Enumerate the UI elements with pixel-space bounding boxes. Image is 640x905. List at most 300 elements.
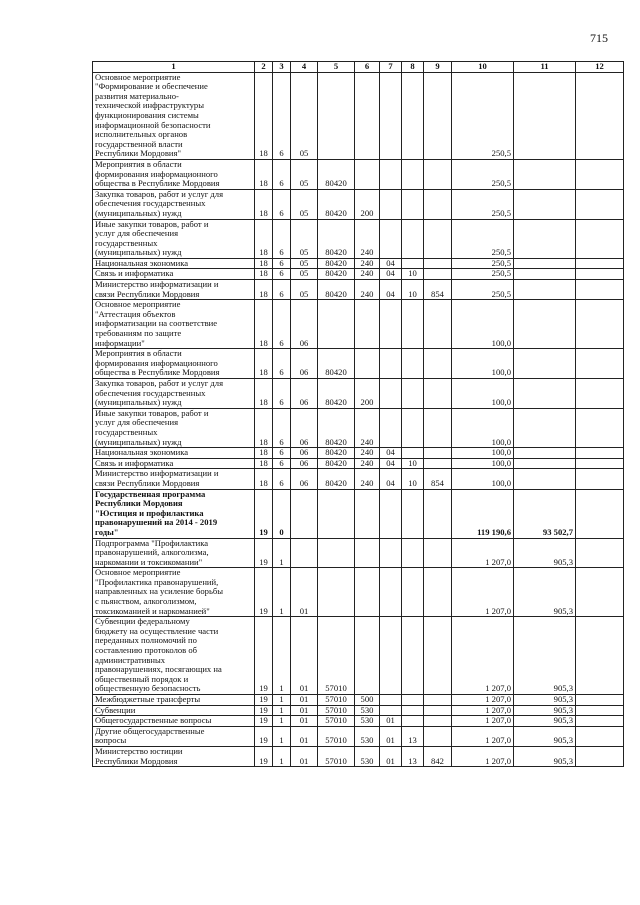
- cell-col-2: 19: [255, 617, 273, 695]
- row-name-line: Министерство юстиции: [95, 745, 183, 756]
- cell-col-10: 100,0: [452, 379, 514, 409]
- cell-col-9: [424, 716, 452, 727]
- cell-col-2: 19: [255, 538, 273, 568]
- cell-col-3: 1: [273, 726, 291, 746]
- cell-col-6: 530: [355, 705, 380, 716]
- cell-col-7: 01: [380, 716, 402, 727]
- cell-col-6: [355, 300, 380, 349]
- cell-col-2: 18: [255, 349, 273, 379]
- row-name-line: наркомании и токсикомании": [95, 556, 203, 567]
- row-name-line: государственных: [95, 237, 158, 248]
- row-name-line: "Юстиция и профилактика: [95, 507, 204, 518]
- row-name-line: связи Республики Мордовия: [95, 477, 200, 488]
- cell-col-11: [514, 458, 576, 469]
- row-name-line: правонарушений, алкоголизма,: [95, 547, 209, 558]
- cell-col-5: [318, 538, 355, 568]
- cell-col-11: [514, 408, 576, 447]
- row-name-line: правонарушениях, посягающих на: [95, 664, 222, 675]
- cell-col-11: [514, 280, 576, 300]
- cell-col-2: 19: [255, 705, 273, 716]
- row-name-line: услуг для обеспечения: [95, 417, 179, 428]
- row-name-cell: [93, 300, 255, 349]
- cell-col-8: 10: [402, 469, 424, 489]
- budget-table: [92, 61, 624, 767]
- row-name-line: Республики Мордовия": [95, 148, 181, 159]
- cell-col-11: [514, 72, 576, 159]
- table-body: [93, 72, 624, 767]
- cell-col-5: 57010: [318, 746, 355, 766]
- cell-col-10: 1 207,0: [452, 617, 514, 695]
- row-name-line: Национальная экономика: [95, 257, 189, 268]
- cell-col-5: 80420: [318, 448, 355, 459]
- cell-col-12: [576, 379, 624, 409]
- cell-col-10: 1 207,0: [452, 716, 514, 727]
- cell-col-3: 1: [273, 568, 291, 617]
- column-number-header: 5: [318, 62, 355, 73]
- cell-col-5: 57010: [318, 617, 355, 695]
- row-name-line: формирования информационного: [95, 357, 218, 368]
- cell-col-4: 05: [291, 219, 318, 258]
- cell-col-12: [576, 746, 624, 766]
- cell-col-12: [576, 458, 624, 469]
- cell-col-2: 19: [255, 716, 273, 727]
- cell-col-11: [514, 469, 576, 489]
- row-name-line: направленных на усиление борьбы: [95, 586, 224, 597]
- cell-col-9: [424, 489, 452, 538]
- row-name-line: связи Республики Мордовия: [95, 288, 200, 299]
- cell-col-12: [576, 538, 624, 568]
- row-name-cell: [93, 489, 255, 538]
- cell-col-7: [380, 489, 402, 538]
- table-row: [93, 219, 624, 258]
- cell-col-9: [424, 219, 452, 258]
- cell-col-11: 905,3: [514, 617, 576, 695]
- cell-col-8: [402, 705, 424, 716]
- cell-col-3: 6: [273, 469, 291, 489]
- cell-col-7: [380, 538, 402, 568]
- row-name-line: административных: [95, 654, 166, 665]
- cell-col-9: [424, 568, 452, 617]
- column-number-header: 2: [255, 62, 273, 73]
- row-name-cell: [93, 746, 255, 766]
- cell-col-10: 1 207,0: [452, 538, 514, 568]
- cell-col-9: [424, 349, 452, 379]
- cell-col-9: [424, 72, 452, 159]
- row-name-line: (муниципальных) нужд: [95, 397, 182, 408]
- row-name-line: Республики Мордовия: [95, 498, 183, 509]
- table-row: [93, 258, 624, 269]
- cell-col-8: 10: [402, 458, 424, 469]
- cell-col-9: [424, 726, 452, 746]
- cell-col-7: [380, 349, 402, 379]
- cell-col-6: 500: [355, 695, 380, 706]
- cell-col-9: [424, 538, 452, 568]
- column-number-header: 9: [424, 62, 452, 73]
- cell-col-6: [355, 538, 380, 568]
- row-name-line: развития материально-: [95, 90, 179, 101]
- cell-col-7: 04: [380, 258, 402, 269]
- cell-col-11: [514, 448, 576, 459]
- cell-col-10: 1 207,0: [452, 695, 514, 706]
- cell-col-2: 18: [255, 72, 273, 159]
- table-row: [93, 489, 624, 538]
- cell-col-8: [402, 300, 424, 349]
- table-row: [93, 695, 624, 706]
- cell-col-8: [402, 408, 424, 447]
- cell-col-3: 1: [273, 695, 291, 706]
- cell-col-7: [380, 159, 402, 189]
- cell-col-9: [424, 408, 452, 447]
- cell-col-4: 06: [291, 408, 318, 447]
- row-name-cell: [93, 258, 255, 269]
- table-row: [93, 379, 624, 409]
- cell-col-3: 6: [273, 159, 291, 189]
- row-name-line: требованиям по защите: [95, 328, 182, 339]
- cell-col-9: 842: [424, 746, 452, 766]
- table-row: [93, 269, 624, 280]
- cell-col-6: 240: [355, 458, 380, 469]
- row-name-line: "Формирование и обеспечение: [95, 81, 208, 92]
- cell-col-12: [576, 469, 624, 489]
- cell-col-2: 19: [255, 489, 273, 538]
- cell-col-5: 80420: [318, 269, 355, 280]
- row-name-line: информации": [95, 337, 145, 348]
- cell-col-9: [424, 617, 452, 695]
- cell-col-8: [402, 695, 424, 706]
- cell-col-3: 6: [273, 448, 291, 459]
- cell-col-4: [291, 489, 318, 538]
- column-number-header: 6: [355, 62, 380, 73]
- cell-col-9: [424, 379, 452, 409]
- cell-col-11: 905,3: [514, 716, 576, 727]
- cell-col-8: 10: [402, 280, 424, 300]
- cell-col-6: 200: [355, 379, 380, 409]
- row-name-cell: [93, 408, 255, 447]
- cell-col-5: 80420: [318, 258, 355, 269]
- cell-col-11: 905,3: [514, 538, 576, 568]
- cell-col-2: 19: [255, 746, 273, 766]
- row-name-line: составлению протоколов об: [95, 645, 198, 656]
- table-row: [93, 349, 624, 379]
- cell-col-3: 1: [273, 716, 291, 727]
- row-name-cell: [93, 568, 255, 617]
- table-row: [93, 408, 624, 447]
- cell-col-4: 01: [291, 716, 318, 727]
- cell-col-8: [402, 538, 424, 568]
- cell-col-4: [291, 538, 318, 568]
- row-name-line: Связь и информатика: [95, 457, 174, 468]
- cell-col-4: 05: [291, 258, 318, 269]
- row-name-cell: [93, 726, 255, 746]
- cell-col-7: [380, 219, 402, 258]
- row-name-line: Субвенции: [95, 704, 136, 715]
- cell-col-3: 6: [273, 258, 291, 269]
- cell-col-6: 240: [355, 448, 380, 459]
- row-name-line: услуг для обеспечения: [95, 228, 179, 239]
- row-name-cell: [93, 469, 255, 489]
- table-row: [93, 469, 624, 489]
- cell-col-10: 250,5: [452, 219, 514, 258]
- row-name-cell: [93, 159, 255, 189]
- cell-col-8: [402, 448, 424, 459]
- column-number-header: 4: [291, 62, 318, 73]
- cell-col-7: 04: [380, 280, 402, 300]
- cell-col-3: 6: [273, 408, 291, 447]
- cell-col-12: [576, 189, 624, 219]
- row-name-cell: [93, 695, 255, 706]
- cell-col-3: 6: [273, 349, 291, 379]
- cell-col-8: 10: [402, 269, 424, 280]
- cell-col-3: 6: [273, 300, 291, 349]
- cell-col-8: [402, 72, 424, 159]
- row-name-cell: [93, 617, 255, 695]
- row-name-line: Связь и информатика: [95, 268, 174, 279]
- cell-col-4: 06: [291, 379, 318, 409]
- cell-col-11: 905,3: [514, 695, 576, 706]
- cell-col-9: [424, 695, 452, 706]
- cell-col-10: 100,0: [452, 469, 514, 489]
- table-row: [93, 716, 624, 727]
- cell-col-12: [576, 300, 624, 349]
- table-row: [93, 189, 624, 219]
- row-name-line: "Профилактика правонарушений,: [95, 576, 219, 587]
- cell-col-2: 18: [255, 219, 273, 258]
- cell-col-8: [402, 568, 424, 617]
- cell-col-10: 100,0: [452, 458, 514, 469]
- cell-col-4: 01: [291, 705, 318, 716]
- row-name-cell: [93, 458, 255, 469]
- table-row: [93, 705, 624, 716]
- cell-col-6: 530: [355, 716, 380, 727]
- cell-col-2: 18: [255, 159, 273, 189]
- cell-col-11: [514, 300, 576, 349]
- cell-col-8: [402, 219, 424, 258]
- row-name-line: общественный порядок и: [95, 673, 189, 684]
- cell-col-3: 6: [273, 189, 291, 219]
- cell-col-4: 01: [291, 726, 318, 746]
- row-name-line: Иные закупки товаров, работ и: [95, 407, 209, 418]
- cell-col-10: 100,0: [452, 408, 514, 447]
- cell-col-10: 1 207,0: [452, 746, 514, 766]
- row-name-cell: [93, 716, 255, 727]
- cell-col-4: 01: [291, 746, 318, 766]
- row-name-line: информатизации на соответствие: [95, 318, 218, 329]
- column-number-header: 10: [452, 62, 514, 73]
- row-name-line: исполнительных органов: [95, 129, 188, 140]
- cell-col-3: 6: [273, 269, 291, 280]
- cell-col-6: [355, 159, 380, 189]
- cell-col-6: 200: [355, 189, 380, 219]
- row-name-line: Национальная экономика: [95, 447, 189, 458]
- row-name-cell: [93, 269, 255, 280]
- cell-col-10: 250,5: [452, 280, 514, 300]
- cell-col-7: 04: [380, 458, 402, 469]
- column-number-header: 7: [380, 62, 402, 73]
- cell-col-7: [380, 408, 402, 447]
- cell-col-12: [576, 695, 624, 706]
- cell-col-4: 01: [291, 568, 318, 617]
- cell-col-3: 1: [273, 538, 291, 568]
- cell-col-4: 05: [291, 280, 318, 300]
- table-row: [93, 300, 624, 349]
- cell-col-6: [355, 568, 380, 617]
- cell-col-9: 854: [424, 469, 452, 489]
- row-name-cell: [93, 379, 255, 409]
- cell-col-12: [576, 280, 624, 300]
- cell-col-10: 100,0: [452, 349, 514, 379]
- cell-col-2: 18: [255, 408, 273, 447]
- row-name-line: бюджету на осуществление части: [95, 625, 219, 636]
- row-name-line: Другие общегосударственные: [95, 725, 205, 736]
- cell-col-8: [402, 379, 424, 409]
- cell-col-7: 04: [380, 269, 402, 280]
- cell-col-6: [355, 489, 380, 538]
- cell-col-4: 06: [291, 469, 318, 489]
- cell-col-12: [576, 72, 624, 159]
- row-name-line: Министерство информатизации и: [95, 468, 219, 479]
- cell-col-8: [402, 716, 424, 727]
- row-name-line: токсикоманией и наркоманией": [95, 605, 210, 616]
- row-name-line: Министерство информатизации и: [95, 279, 219, 290]
- row-name-cell: [93, 280, 255, 300]
- cell-col-12: [576, 408, 624, 447]
- table-row: [93, 72, 624, 159]
- row-name-line: формирования информационного: [95, 168, 218, 179]
- cell-col-8: [402, 159, 424, 189]
- row-name-line: общества в Республике Мордовия: [95, 178, 220, 189]
- cell-col-6: 240: [355, 258, 380, 269]
- cell-col-12: [576, 219, 624, 258]
- cell-col-11: [514, 379, 576, 409]
- cell-col-5: 80420: [318, 349, 355, 379]
- cell-col-3: 0: [273, 489, 291, 538]
- cell-col-12: [576, 705, 624, 716]
- cell-col-10: 119 190,6: [452, 489, 514, 538]
- row-name-line: обеспечения государственных: [95, 198, 206, 209]
- column-number-row: [93, 62, 624, 73]
- cell-col-2: 18: [255, 379, 273, 409]
- cell-col-2: 18: [255, 189, 273, 219]
- cell-col-10: 250,5: [452, 189, 514, 219]
- cell-col-5: 80420: [318, 458, 355, 469]
- row-name-line: Основное мероприятие: [95, 567, 181, 578]
- row-name-line: Мероприятия в области: [95, 158, 182, 169]
- cell-col-5: 57010: [318, 716, 355, 727]
- table-row: [93, 726, 624, 746]
- cell-col-11: [514, 258, 576, 269]
- cell-col-7: [380, 695, 402, 706]
- cell-col-5: [318, 300, 355, 349]
- row-name-line: Основное мероприятие: [95, 71, 181, 82]
- cell-col-4: 06: [291, 458, 318, 469]
- cell-col-6: 530: [355, 726, 380, 746]
- cell-col-11: [514, 269, 576, 280]
- cell-col-9: [424, 189, 452, 219]
- cell-col-10: 250,5: [452, 269, 514, 280]
- cell-col-8: [402, 489, 424, 538]
- cell-col-9: [424, 448, 452, 459]
- row-name-cell: [93, 349, 255, 379]
- row-name-line: переданных полномочий по: [95, 635, 197, 646]
- row-name-line: Иные закупки товаров, работ и: [95, 218, 209, 229]
- cell-col-5: 57010: [318, 695, 355, 706]
- cell-col-11: 93 502,7: [514, 489, 576, 538]
- cell-col-9: [424, 458, 452, 469]
- row-name-line: Субвенции федеральному: [95, 616, 190, 627]
- cell-col-4: 05: [291, 269, 318, 280]
- cell-col-5: 80420: [318, 469, 355, 489]
- cell-col-7: [380, 72, 402, 159]
- table-row: [93, 280, 624, 300]
- row-name-line: Мероприятия в области: [95, 348, 182, 359]
- cell-col-6: [355, 72, 380, 159]
- cell-col-7: [380, 705, 402, 716]
- cell-col-4: 06: [291, 448, 318, 459]
- cell-col-3: 1: [273, 746, 291, 766]
- cell-col-8: [402, 189, 424, 219]
- row-name-line: государственных: [95, 426, 158, 437]
- cell-col-8: 13: [402, 746, 424, 766]
- table-row: [93, 159, 624, 189]
- row-name-line: технической инфраструктуры: [95, 100, 205, 111]
- table-row: [93, 458, 624, 469]
- cell-col-4: 01: [291, 617, 318, 695]
- cell-col-7: 04: [380, 469, 402, 489]
- cell-col-11: [514, 219, 576, 258]
- row-name-cell: [93, 448, 255, 459]
- column-number-header: 8: [402, 62, 424, 73]
- row-name-line: "Аттестация объектов: [95, 308, 176, 319]
- cell-col-7: [380, 189, 402, 219]
- row-name-line: правонарушений на 2014 - 2019: [95, 517, 218, 528]
- cell-col-5: 80420: [318, 189, 355, 219]
- row-name-line: Межбюджетные трансферты: [95, 694, 201, 704]
- cell-col-4: 06: [291, 349, 318, 379]
- cell-col-7: 01: [380, 726, 402, 746]
- cell-col-5: 80420: [318, 280, 355, 300]
- cell-col-3: 6: [273, 72, 291, 159]
- table-row: [93, 448, 624, 459]
- cell-col-4: 05: [291, 72, 318, 159]
- row-name-cell: [93, 189, 255, 219]
- cell-col-11: 905,3: [514, 726, 576, 746]
- cell-col-7: 01: [380, 746, 402, 766]
- cell-col-4: 05: [291, 159, 318, 189]
- cell-col-2: 18: [255, 280, 273, 300]
- row-name-line: Республики Мордовия: [95, 755, 178, 766]
- cell-col-5: 80420: [318, 379, 355, 409]
- row-name-line: обеспечения государственных: [95, 387, 206, 398]
- cell-col-8: 13: [402, 726, 424, 746]
- cell-col-6: 240: [355, 280, 380, 300]
- cell-col-2: 18: [255, 300, 273, 349]
- cell-col-2: 19: [255, 695, 273, 706]
- column-number-header: 11: [514, 62, 576, 73]
- row-name-line: общественную безопасность: [95, 683, 201, 694]
- cell-col-10: 250,5: [452, 258, 514, 269]
- row-name-line: вопросы: [95, 735, 127, 746]
- cell-col-10: 1 207,0: [452, 705, 514, 716]
- cell-col-6: 240: [355, 469, 380, 489]
- cell-col-9: [424, 705, 452, 716]
- row-name-line: государственной власти: [95, 138, 183, 149]
- cell-col-12: [576, 349, 624, 379]
- cell-col-12: [576, 269, 624, 280]
- cell-col-12: [576, 617, 624, 695]
- cell-col-5: 80420: [318, 219, 355, 258]
- table-row: [93, 568, 624, 617]
- cell-col-2: 18: [255, 458, 273, 469]
